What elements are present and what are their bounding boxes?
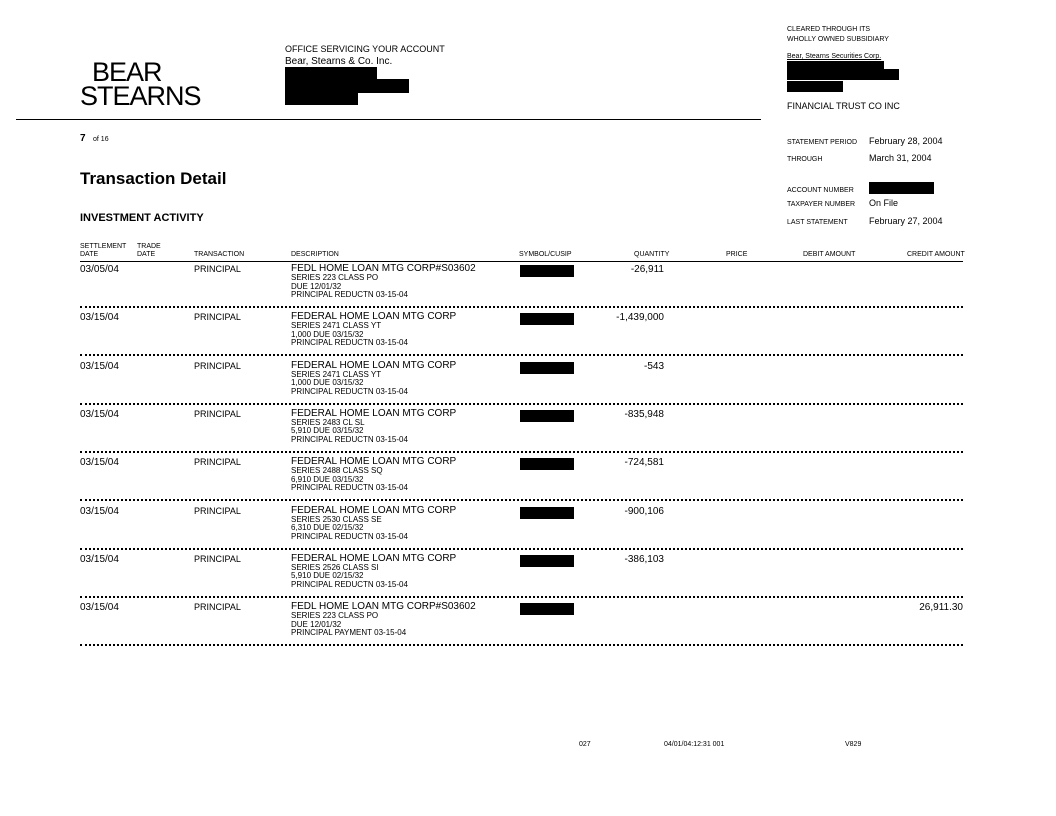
- description-line-4: PRINCIPAL REDUCTN 03-15-04: [291, 579, 408, 589]
- through-label: THROUGH: [787, 156, 823, 163]
- transaction-type: PRINCIPAL: [194, 505, 241, 516]
- description: [291, 554, 456, 590]
- col-settlement-line1: SETTLEMENT: [80, 243, 127, 250]
- client-name: FINANCIAL TRUST CO INC: [787, 101, 900, 111]
- redacted-address-3: [285, 93, 358, 105]
- quantity: -835,948: [624, 408, 664, 420]
- statement-period-label: STATEMENT PERIOD: [787, 139, 858, 146]
- quantity: -26,911: [630, 264, 664, 275]
- row-separator: [80, 306, 963, 308]
- description-line-4: PRINCIPAL REDUCTN 03-15-04: [291, 386, 408, 396]
- col-price: PRICE: [726, 251, 748, 258]
- settlement-date: 03/15/04: [80, 505, 119, 517]
- description-line-2: SERIES 2488 CLASS SQ: [291, 466, 383, 476]
- col-quantity: QUANTITY: [634, 251, 670, 258]
- description-line-3: 1,000 DUE 03/15/32: [291, 329, 364, 339]
- description: [291, 264, 476, 300]
- page-total: of 16: [93, 136, 109, 143]
- account-number-label: ACCOUNT NUMBER: [787, 187, 854, 194]
- transaction-row: [0, 602, 1056, 650]
- quantity: -900,106: [624, 505, 664, 517]
- quantity: -1,439,000: [616, 312, 664, 324]
- redacted-account-number: [869, 182, 934, 194]
- col-description: DESCRIPTION: [291, 251, 339, 258]
- redacted-client-address-3: [787, 81, 843, 92]
- description-line-2: SERIES 223 CLASS PO: [291, 273, 379, 282]
- description-line-4: PRINCIPAL PAYMENT 03-15-04: [291, 628, 407, 638]
- statement-period-value: February 28, 2004: [869, 136, 943, 146]
- redacted-cusip: [520, 362, 574, 374]
- description-line-3: 1,000 DUE 03/15/32: [291, 378, 364, 388]
- transaction-row: [0, 264, 1056, 312]
- transaction-type: PRINCIPAL: [194, 360, 241, 371]
- description-line-3: DUE 12/01/32: [291, 281, 342, 291]
- settlement-date: 03/15/04: [80, 457, 119, 469]
- description: [291, 602, 476, 638]
- transaction-type: PRINCIPAL: [194, 553, 241, 564]
- taxpayer-number-value: On File: [869, 198, 899, 208]
- description-line-4: PRINCIPAL REDUCTN 03-15-04: [291, 434, 408, 444]
- description-line-1: FEDERAL HOME LOAN MTG CORP: [291, 359, 457, 371]
- page-title: Transaction Detail: [80, 169, 227, 188]
- description-line-3: DUE 12/01/32: [291, 619, 342, 629]
- transaction-type: PRINCIPAL: [194, 408, 241, 419]
- description: [291, 457, 456, 493]
- redacted-cusip: [520, 603, 574, 615]
- taxpayer-number-label: TAXPAYER NUMBER: [787, 201, 856, 208]
- redacted-cusip: [520, 555, 574, 567]
- col-credit: CREDIT AMOUNT: [907, 251, 965, 258]
- settlement-date: 03/15/04: [80, 312, 119, 324]
- transaction-type: PRINCIPAL: [194, 602, 241, 613]
- settlement-date: 03/15/04: [80, 360, 119, 372]
- redacted-address-1: [285, 67, 377, 79]
- redacted-cusip: [520, 458, 574, 470]
- description-line-3: 6,910 DUE 03/15/32: [291, 474, 364, 484]
- transaction-type: PRINCIPAL: [194, 264, 241, 274]
- description-line-3: 5,910 DUE 03/15/32: [291, 426, 364, 436]
- transaction-row: [0, 554, 1056, 602]
- settlement-date: 03/15/04: [80, 553, 119, 565]
- cleared-through-label: CLEARED THROUGH ITS: [787, 26, 871, 33]
- description: [291, 409, 456, 445]
- col-debit: DEBIT AMOUNT: [803, 251, 856, 258]
- row-separator: [80, 644, 963, 646]
- quantity: -724,581: [624, 457, 664, 469]
- description-line-3: 6,310 DUE 02/15/32: [291, 523, 364, 532]
- col-settlement-line2: DATE: [80, 251, 99, 258]
- row-separator: [80, 451, 963, 453]
- description-line-4: PRINCIPAL REDUCTN 03-15-04: [291, 290, 408, 299]
- footer-code: 027: [579, 741, 591, 748]
- description-line-2: SERIES 2471 CLASS YT: [291, 369, 382, 379]
- redacted-cusip: [520, 410, 574, 422]
- settlement-date: 03/15/04: [80, 408, 119, 420]
- description-line-2: SERIES 2530 CLASS SE: [291, 514, 382, 524]
- last-statement-value: February 27, 2004: [869, 216, 943, 226]
- redacted-cusip: [520, 507, 574, 519]
- transaction-row: [0, 312, 1056, 360]
- description-line-4: PRINCIPAL REDUCTN 03-15-04: [291, 483, 408, 493]
- redacted-client-address-1: [787, 61, 884, 69]
- description: [291, 312, 456, 348]
- logo-line-1: BEAR: [92, 57, 162, 87]
- description-line-1: FEDERAL HOME LOAN MTG CORP: [291, 552, 457, 564]
- description: [291, 361, 456, 397]
- description-line-2: SERIES 2483 CL SL: [291, 417, 365, 427]
- col-trade-line1: TRADE: [137, 243, 161, 250]
- col-settlement-date: [80, 243, 126, 259]
- redacted-address-2: [285, 79, 409, 93]
- description-line-2: SERIES 223 CLASS PO: [291, 611, 379, 621]
- col-trade-date: [137, 243, 161, 259]
- row-separator: [80, 596, 963, 598]
- col-trade-line2: DATE: [137, 251, 156, 258]
- description-line-3: 5,910 DUE 02/15/32: [291, 571, 364, 581]
- description-line-1: FEDERAL HOME LOAN MTG CORP: [291, 504, 457, 516]
- transaction-row: [0, 457, 1056, 505]
- redacted-client-address-2: [787, 69, 899, 80]
- bear-stearns-logo: [80, 57, 201, 111]
- description-line-1: FEDL HOME LOAN MTG CORP#S03602: [291, 263, 476, 274]
- clearing-firm-name: Bear, Stearns Securities Corp.: [787, 53, 882, 60]
- settlement-date: 03/15/04: [80, 602, 119, 614]
- office-label: OFFICE SERVICING YOUR ACCOUNT: [285, 44, 445, 54]
- transaction-row: [0, 506, 1056, 554]
- row-separator: [80, 403, 963, 405]
- settlement-date: 03/05/04: [80, 264, 119, 275]
- subsidiary-label: WHOLLY OWNED SUBSIDIARY: [787, 36, 889, 43]
- description-line-4: PRINCIPAL REDUCTN 03-15-04: [291, 338, 408, 348]
- redacted-cusip: [520, 265, 574, 277]
- description-line-1: FEDERAL HOME LOAN MTG CORP: [291, 456, 457, 468]
- col-symbol: SYMBOL/CUSIP: [519, 251, 572, 258]
- header-divider: [16, 119, 761, 120]
- logo-line-2: STEARNS: [80, 81, 201, 111]
- description-line-2: SERIES 2526 CLASS SI: [291, 562, 379, 572]
- row-separator: [80, 548, 963, 550]
- description-line-1: FEDL HOME LOAN MTG CORP#S03602: [291, 601, 476, 613]
- page-number: 7: [80, 133, 86, 144]
- row-separator: [80, 499, 963, 501]
- page-indicator: [80, 128, 109, 146]
- description-line-1: FEDERAL HOME LOAN MTG CORP: [291, 311, 457, 323]
- description: [291, 506, 456, 542]
- transaction-row: [0, 361, 1056, 409]
- footer-timestamp: 04/01/04:12:31 001: [664, 741, 725, 748]
- description-line-1: FEDERAL HOME LOAN MTG CORP: [291, 407, 457, 419]
- transaction-row: [0, 409, 1056, 457]
- quantity: -543: [643, 360, 664, 372]
- last-statement-label: LAST STATEMENT: [787, 219, 848, 226]
- footer-version: V829: [845, 741, 862, 748]
- row-separator: [80, 354, 963, 356]
- credit-amount: 26,911.30: [919, 602, 963, 614]
- quantity: -386,103: [624, 553, 664, 565]
- description-line-4: PRINCIPAL REDUCTN 03-15-04: [291, 531, 408, 541]
- redacted-cusip: [520, 313, 574, 325]
- section-title: INVESTMENT ACTIVITY: [80, 212, 204, 224]
- office-name: Bear, Stearns & Co. Inc.: [285, 56, 393, 67]
- through-value: March 31, 2004: [869, 153, 932, 163]
- description-line-2: SERIES 2471 CLASS YT: [291, 321, 382, 331]
- transaction-type: PRINCIPAL: [194, 457, 241, 468]
- col-transaction: TRANSACTION: [194, 251, 245, 258]
- column-header-rule: [80, 261, 963, 262]
- transaction-type: PRINCIPAL: [194, 312, 241, 323]
